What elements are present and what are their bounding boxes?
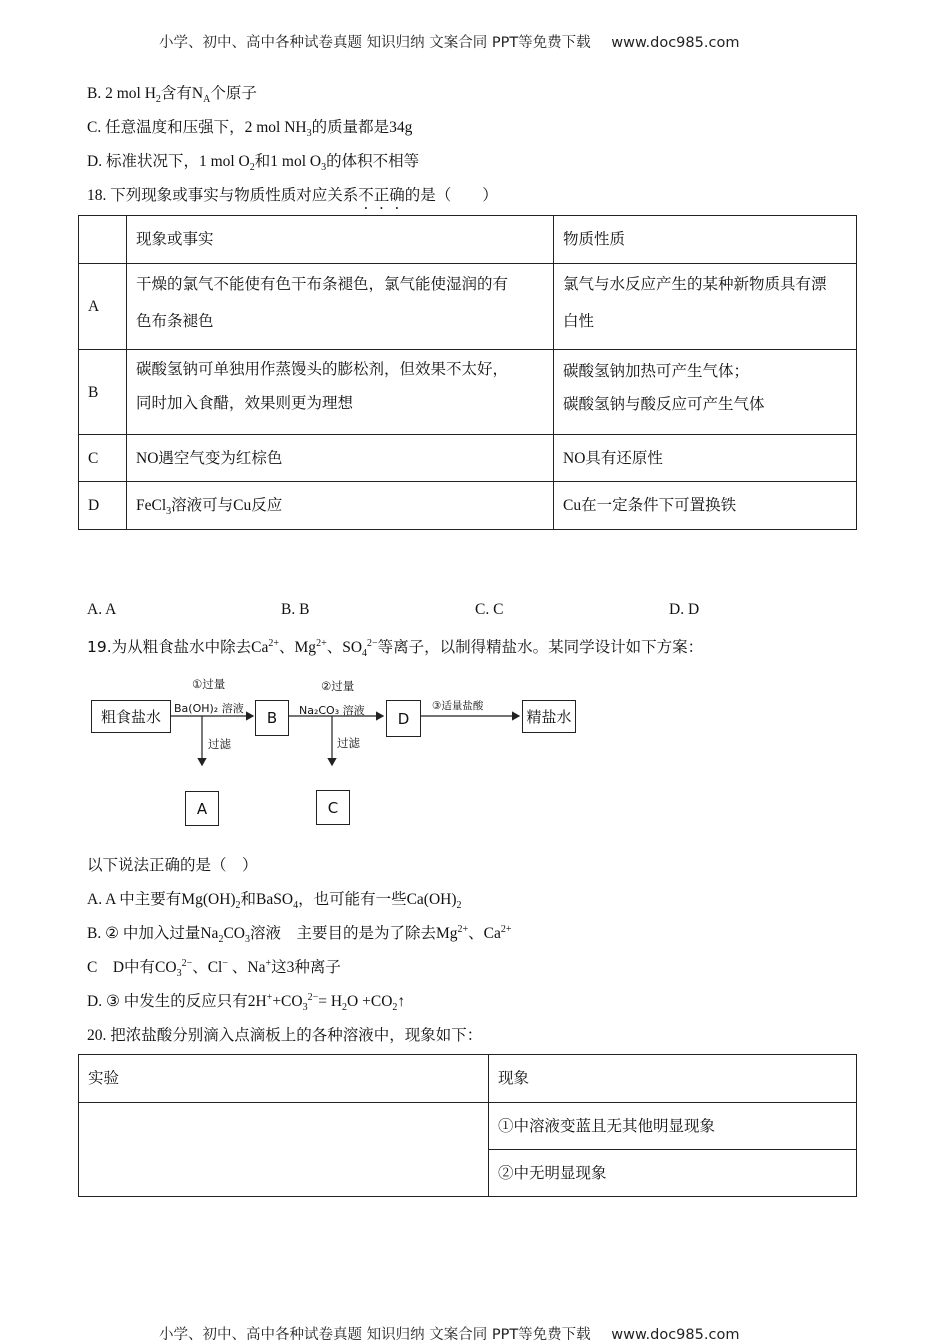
table-row: A 干燥的氯气不能使有色干布条褪色，氯气能使湿润的有 色布条褪色 氯气与水反应产生的某种新物质具有漂 白性 xyxy=(79,264,857,350)
q19-option-c[interactable]: C D中有$CO_3^{2-}$、Cl− 、Na+这3种离子 xyxy=(87,957,341,980)
header-text: 小学、初中、高中各种试卷真题 知识归纳 文案合同 PPT等免费下载 xyxy=(159,35,591,51)
header-property: 物质性质 xyxy=(554,216,857,264)
q18-choice-c[interactable]: C. C xyxy=(475,601,504,618)
q18-choice-d[interactable]: D. D xyxy=(669,601,700,618)
box-pure-brine: 精盐水 xyxy=(522,700,576,733)
step1-top-label: ①过量 xyxy=(192,677,226,691)
q20-stem: 20. 把浓盐酸分别滴入点滴板上的各种溶液中，现象如下： xyxy=(87,1027,483,1044)
q19-stem: 19.为从粗食盐水中除去$Ca^{2+}$、$Mg^{2+}$、$SO_4^{2-}$等离子，以制得精盐水。某同学设计如下方案： xyxy=(87,637,704,660)
table-row: D FeCl$_3$溶液可与Cu反应 Cu在一定条件下可置换铁 xyxy=(79,482,857,530)
q19-option-a[interactable]: A. A 中主要有$Mg(OH)_2$和BaSO$_4$，也可能有一些$Ca(OH)_2$ xyxy=(87,891,462,912)
box-a: A xyxy=(185,791,219,826)
table-row: ①中溶液变蓝且无其他明显现象 xyxy=(79,1103,857,1150)
box-c: C xyxy=(316,790,350,825)
step3-label: ③适量盐酸 xyxy=(432,700,484,712)
footer-text: 小学、初中、高中各种试卷真题 知识归纳 文案合同 PPT等免费下载 xyxy=(159,1327,591,1343)
table-row xyxy=(79,1055,857,1103)
q17-option-c: C. 任意温度和压强下，2 mol $NH_3$的质量都是34g xyxy=(87,119,413,140)
header-url[interactable]: www.doc985.com xyxy=(611,35,740,51)
header-fact: 现象或事实 xyxy=(127,216,554,264)
step2-top-label: ②过量 xyxy=(321,679,355,693)
q18-choice-b[interactable]: B. B xyxy=(281,601,310,618)
q19-option-d[interactable]: D. ③ 中发生的反应只有$2H^++CO_3^{2-}= H_2O$ $+CO_2↑$ xyxy=(87,991,406,1014)
q18-stem: 18. 下列现象或事实与物质性质对应关系不正确的是（ ） xyxy=(87,187,498,204)
experiment-image-cell xyxy=(79,1103,489,1197)
table-row: ②中无明显现象 xyxy=(79,1150,857,1197)
q19-prompt: 以下说法正确的是（ ） xyxy=(87,857,258,874)
filter1-label: 过滤 xyxy=(208,737,231,751)
filter2-label: 过滤 xyxy=(337,736,360,750)
q18-emphasis: 不正确 xyxy=(358,187,405,204)
box-b: B xyxy=(255,700,289,736)
table-row: C NO遇空气变为红棕色 NO具有还原性 xyxy=(79,435,857,482)
box-crude-brine: 粗食盐水 xyxy=(91,700,171,733)
box-d: D xyxy=(386,700,421,737)
q17-option-d: D. 标准状况下，1 mol $O_2$和1 mol $O_3$的体积不相等 xyxy=(87,153,420,174)
header-experiment: 实验 xyxy=(79,1055,489,1103)
header-phenomenon: 现象 xyxy=(489,1055,857,1103)
step2-bottom-label: Na₂CO₃ 溶液 xyxy=(299,704,365,717)
q18-choice-a[interactable]: A. A xyxy=(87,601,117,618)
table-row: B 碳酸氢钠可单独用作蒸馒头的膨松剂，但效果不太好， 同时加入食醋，效果则更为理想 碳酸氢钠加热可产生气体； 碳酸氢钠与酸反应可产生气体 xyxy=(79,350,857,435)
q20-table xyxy=(78,1054,857,1197)
q19-option-b[interactable]: B. ② 中加入过量$Na_2CO_3$溶液 主要目的是为了除去$Mg^{2+}$、$Ca^{2+}$ xyxy=(87,923,512,946)
step1-bottom-label: Ba(OH)₂ 溶液 xyxy=(174,702,244,715)
footer-url[interactable]: www.doc985.com xyxy=(611,1327,740,1343)
site-footer xyxy=(159,1323,739,1344)
q17-option-b: B. 2 mol $H_2$含有$N_A$个原子 xyxy=(87,85,257,106)
